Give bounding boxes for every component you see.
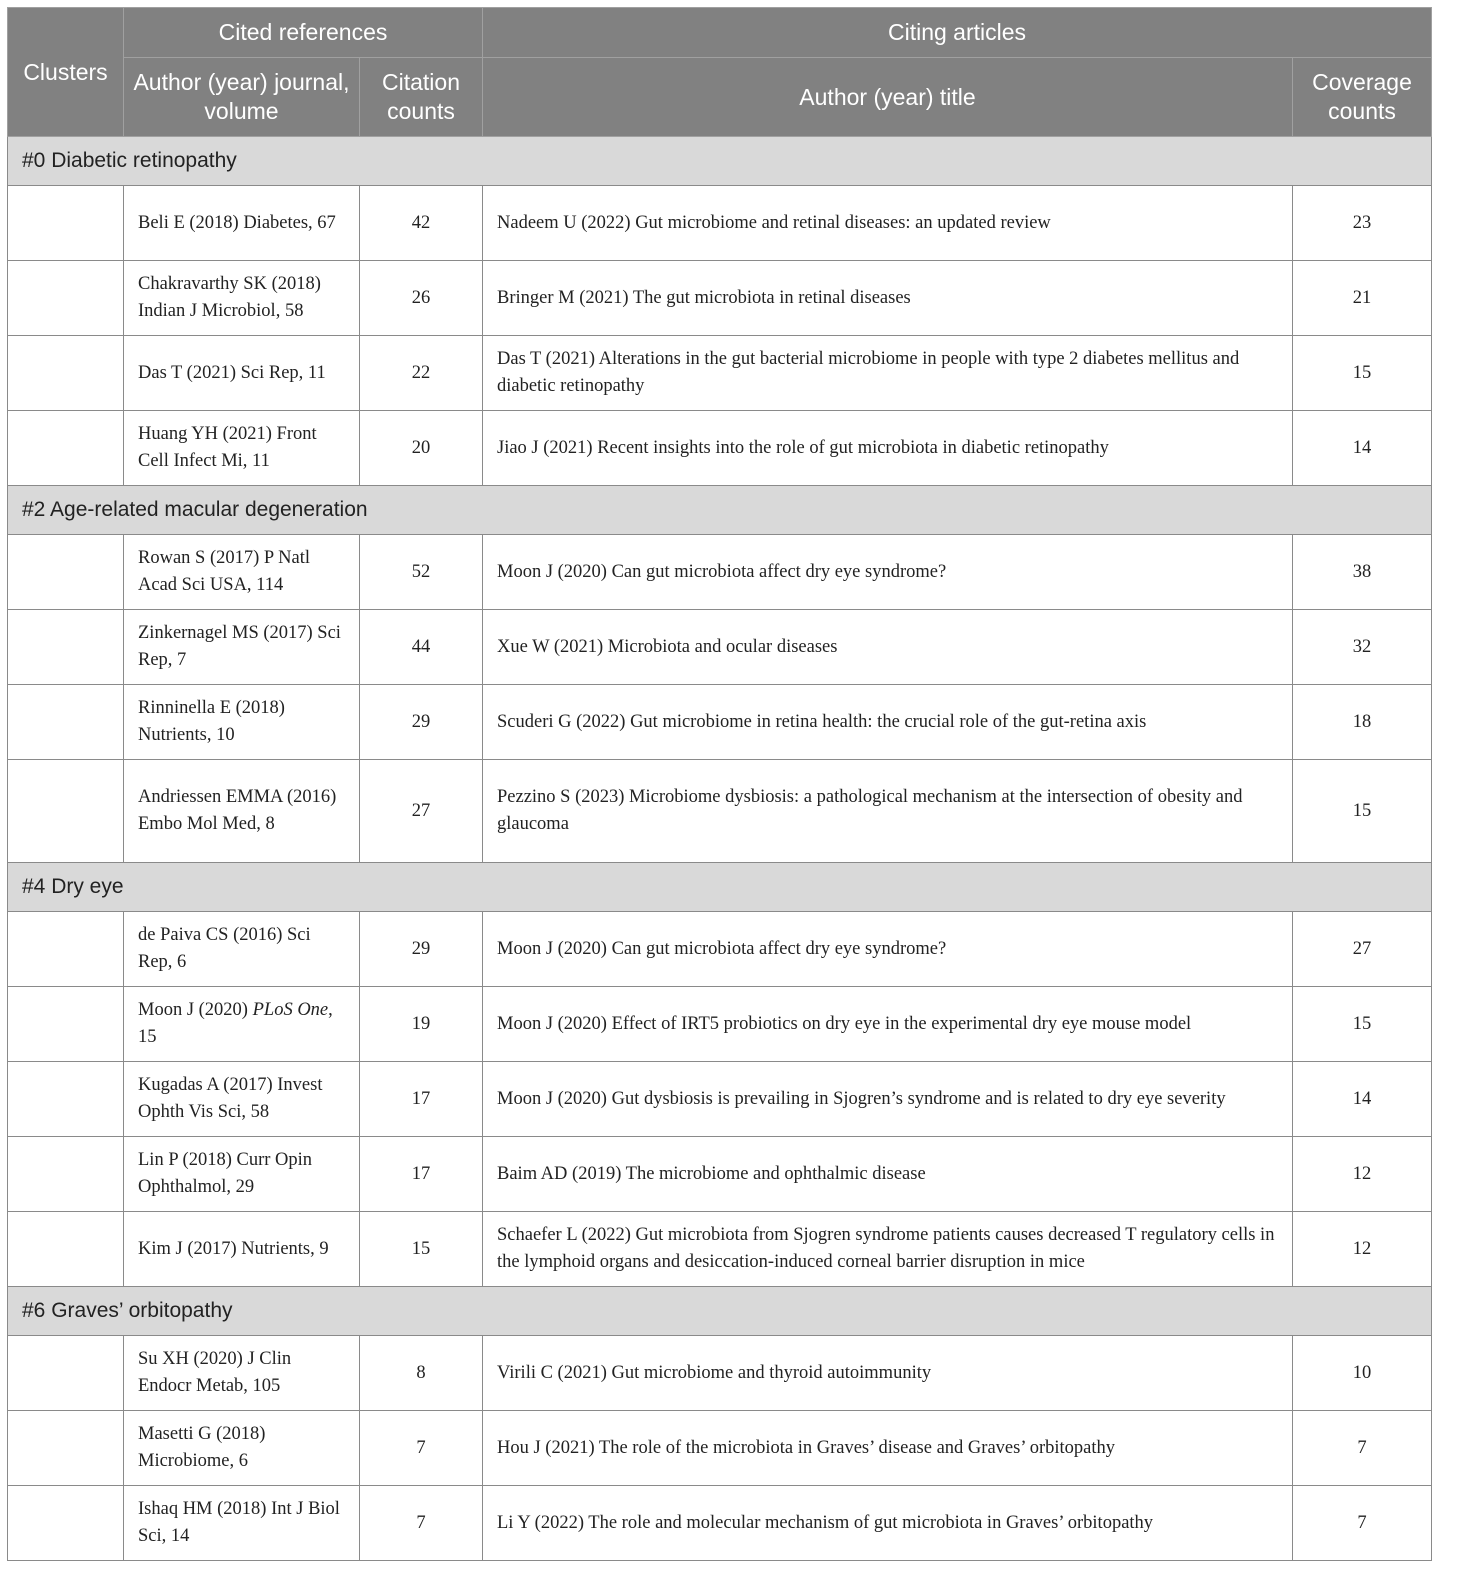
coverage-count: 15 (1293, 987, 1432, 1062)
table-row (8, 411, 1432, 486)
header-author-year-journal: Author (year) journal, volume (124, 58, 360, 137)
cited-reference-volume: , 15 (138, 1000, 333, 1047)
cluster-label: #2 Age-related macular degeneration (8, 486, 1432, 535)
citation-count: 52 (360, 535, 483, 610)
cited-reference: Andriessen EMMA (2016) Embo Mol Med, 8 (124, 760, 360, 863)
cluster-label: #0 Diabetic retinopathy (8, 137, 1432, 186)
citation-count: 8 (360, 1336, 483, 1411)
citing-article-title: Das T (2021) Alterations in the gut bacterial microbiome in people with type 2 diabetes mellitus and diabetic retinopathy (483, 336, 1293, 411)
cluster-cell-empty (8, 685, 124, 760)
cited-reference: Chakravarthy SK (2018) Indian J Microbiol, 58 (124, 261, 360, 336)
table-row (8, 760, 1432, 863)
cluster-label: #6 Graves’ orbitopathy (8, 1287, 1432, 1336)
table-row (8, 610, 1432, 685)
citation-count: 29 (360, 685, 483, 760)
citation-count: 20 (360, 411, 483, 486)
citing-article-title: Moon J (2020) Gut dysbiosis is prevailing in Sjogren’s syndrome and is related to dry eye severity (483, 1062, 1293, 1137)
citing-article-title: Li Y (2022) The role and molecular mechanism of gut microbiota in Graves’ orbitopathy (483, 1486, 1293, 1561)
table-row (8, 1411, 1432, 1486)
citing-article-title: Bringer M (2021) The gut microbiota in retinal diseases (483, 261, 1293, 336)
cluster-cell-empty (8, 1411, 124, 1486)
coverage-count: 18 (1293, 685, 1432, 760)
cluster-cell-empty (8, 1137, 124, 1212)
citation-count: 42 (360, 186, 483, 261)
cluster-cell-empty (8, 1212, 124, 1287)
table-row (8, 912, 1432, 987)
cited-reference: Huang YH (2021) Front Cell Infect Mi, 11 (124, 411, 360, 486)
coverage-count: 21 (1293, 261, 1432, 336)
citation-count: 17 (360, 1062, 483, 1137)
header-cited-references: Cited references (124, 8, 483, 58)
table-row (8, 1486, 1432, 1561)
cited-reference (124, 987, 360, 1062)
cluster-cell-empty (8, 760, 124, 863)
table-row (8, 987, 1432, 1062)
citing-article-title: Scuderi G (2022) Gut microbiome in retina health: the crucial role of the gut-retina axis (483, 685, 1293, 760)
cluster-citation-table (7, 7, 1432, 1561)
citing-article-title: Nadeem U (2022) Gut microbiome and retinal diseases: an updated review (483, 186, 1293, 261)
coverage-count: 15 (1293, 760, 1432, 863)
cited-reference: Kugadas A (2017) Invest Ophth Vis Sci, 58 (124, 1062, 360, 1137)
cluster-cell-empty (8, 535, 124, 610)
cluster-cell-empty (8, 411, 124, 486)
coverage-count: 14 (1293, 1062, 1432, 1137)
coverage-count: 12 (1293, 1137, 1432, 1212)
table-row (8, 535, 1432, 610)
cluster-row (8, 1287, 1432, 1336)
cluster-cell-empty (8, 610, 124, 685)
cited-reference: Masetti G (2018) Microbiome, 6 (124, 1411, 360, 1486)
table-row (8, 261, 1432, 336)
cited-reference: Beli E (2018) Diabetes, 67 (124, 186, 360, 261)
coverage-count: 23 (1293, 186, 1432, 261)
header-coverage-counts: Coverage counts (1293, 58, 1432, 137)
cluster-cell-empty (8, 1062, 124, 1137)
table-row (8, 1062, 1432, 1137)
cluster-cell-empty (8, 261, 124, 336)
citing-article-title: Moon J (2020) Can gut microbiota affect dry eye syndrome? (483, 912, 1293, 987)
citing-article-title: Schaefer L (2022) Gut microbiota from Sjogren syndrome patients causes decreased T regulatory cells in the lymphoid organs and desiccation-induced corneal barrier disruption in mice (483, 1212, 1293, 1287)
cluster-row (8, 863, 1432, 912)
citing-article-title: Baim AD (2019) The microbiome and ophthalmic disease (483, 1137, 1293, 1212)
coverage-count: 12 (1293, 1212, 1432, 1287)
header-citation-counts: Citation counts (360, 58, 483, 137)
coverage-count: 27 (1293, 912, 1432, 987)
cited-reference: Kim J (2017) Nutrients, 9 (124, 1212, 360, 1287)
citing-article-title: Xue W (2021) Microbiota and ocular diseases (483, 610, 1293, 685)
table-body (8, 137, 1432, 1561)
cited-reference: Das T (2021) Sci Rep, 11 (124, 336, 360, 411)
table-row (8, 186, 1432, 261)
cited-reference: Rinninella E (2018) Nutrients, 10 (124, 685, 360, 760)
cited-reference: Ishaq HM (2018) Int J Biol Sci, 14 (124, 1486, 360, 1561)
citation-count: 27 (360, 760, 483, 863)
citation-count: 22 (360, 336, 483, 411)
citing-article-title: Moon J (2020) Effect of IRT5 probiotics on dry eye in the experimental dry eye mouse model (483, 987, 1293, 1062)
coverage-count: 10 (1293, 1336, 1432, 1411)
table-row (8, 336, 1432, 411)
coverage-count: 7 (1293, 1411, 1432, 1486)
citation-count: 15 (360, 1212, 483, 1287)
citing-article-title: Pezzino S (2023) Microbiome dysbiosis: a pathological mechanism at the intersection of obesity and glaucoma (483, 760, 1293, 863)
citation-count: 44 (360, 610, 483, 685)
cited-reference: de Paiva CS (2016) Sci Rep, 6 (124, 912, 360, 987)
coverage-count: 15 (1293, 336, 1432, 411)
cited-reference: Su XH (2020) J Clin Endocr Metab, 105 (124, 1336, 360, 1411)
table-row (8, 1137, 1432, 1212)
citation-count: 7 (360, 1411, 483, 1486)
citation-count: 29 (360, 912, 483, 987)
citing-article-title: Virili C (2021) Gut microbiome and thyroid autoimmunity (483, 1336, 1293, 1411)
header-citing-articles: Citing articles (483, 8, 1432, 58)
table-header (8, 8, 1432, 137)
table-row (8, 1212, 1432, 1287)
cluster-label: #4 Dry eye (8, 863, 1432, 912)
coverage-count: 32 (1293, 610, 1432, 685)
cluster-row (8, 137, 1432, 186)
table-row (8, 685, 1432, 760)
header-author-year-title: Author (year) title (483, 58, 1293, 137)
cluster-cell-empty (8, 987, 124, 1062)
cluster-row (8, 486, 1432, 535)
coverage-count: 7 (1293, 1486, 1432, 1561)
citing-article-title: Moon J (2020) Can gut microbiota affect dry eye syndrome? (483, 535, 1293, 610)
cited-reference: Zinkernagel MS (2017) Sci Rep, 7 (124, 610, 360, 685)
coverage-count: 14 (1293, 411, 1432, 486)
cluster-cell-empty (8, 186, 124, 261)
citation-count: 19 (360, 987, 483, 1062)
citing-article-title: Hou J (2021) The role of the microbiota in Graves’ disease and Graves’ orbitopathy (483, 1411, 1293, 1486)
cluster-cell-empty (8, 1486, 124, 1561)
cited-reference-text: Moon J (2020) (138, 1000, 253, 1020)
cluster-cell-empty (8, 336, 124, 411)
citation-count: 7 (360, 1486, 483, 1561)
cluster-cell-empty (8, 1336, 124, 1411)
cited-reference: Lin P (2018) Curr Opin Ophthalmol, 29 (124, 1137, 360, 1212)
table-row (8, 1336, 1432, 1411)
journal-name-italic: PLoS One (252, 1000, 329, 1020)
header-clusters: Clusters (8, 8, 124, 137)
citation-count: 17 (360, 1137, 483, 1212)
coverage-count: 38 (1293, 535, 1432, 610)
citing-article-title: Jiao J (2021) Recent insights into the role of gut microbiota in diabetic retinopathy (483, 411, 1293, 486)
citation-count: 26 (360, 261, 483, 336)
cluster-cell-empty (8, 912, 124, 987)
cited-reference: Rowan S (2017) P Natl Acad Sci USA, 114 (124, 535, 360, 610)
